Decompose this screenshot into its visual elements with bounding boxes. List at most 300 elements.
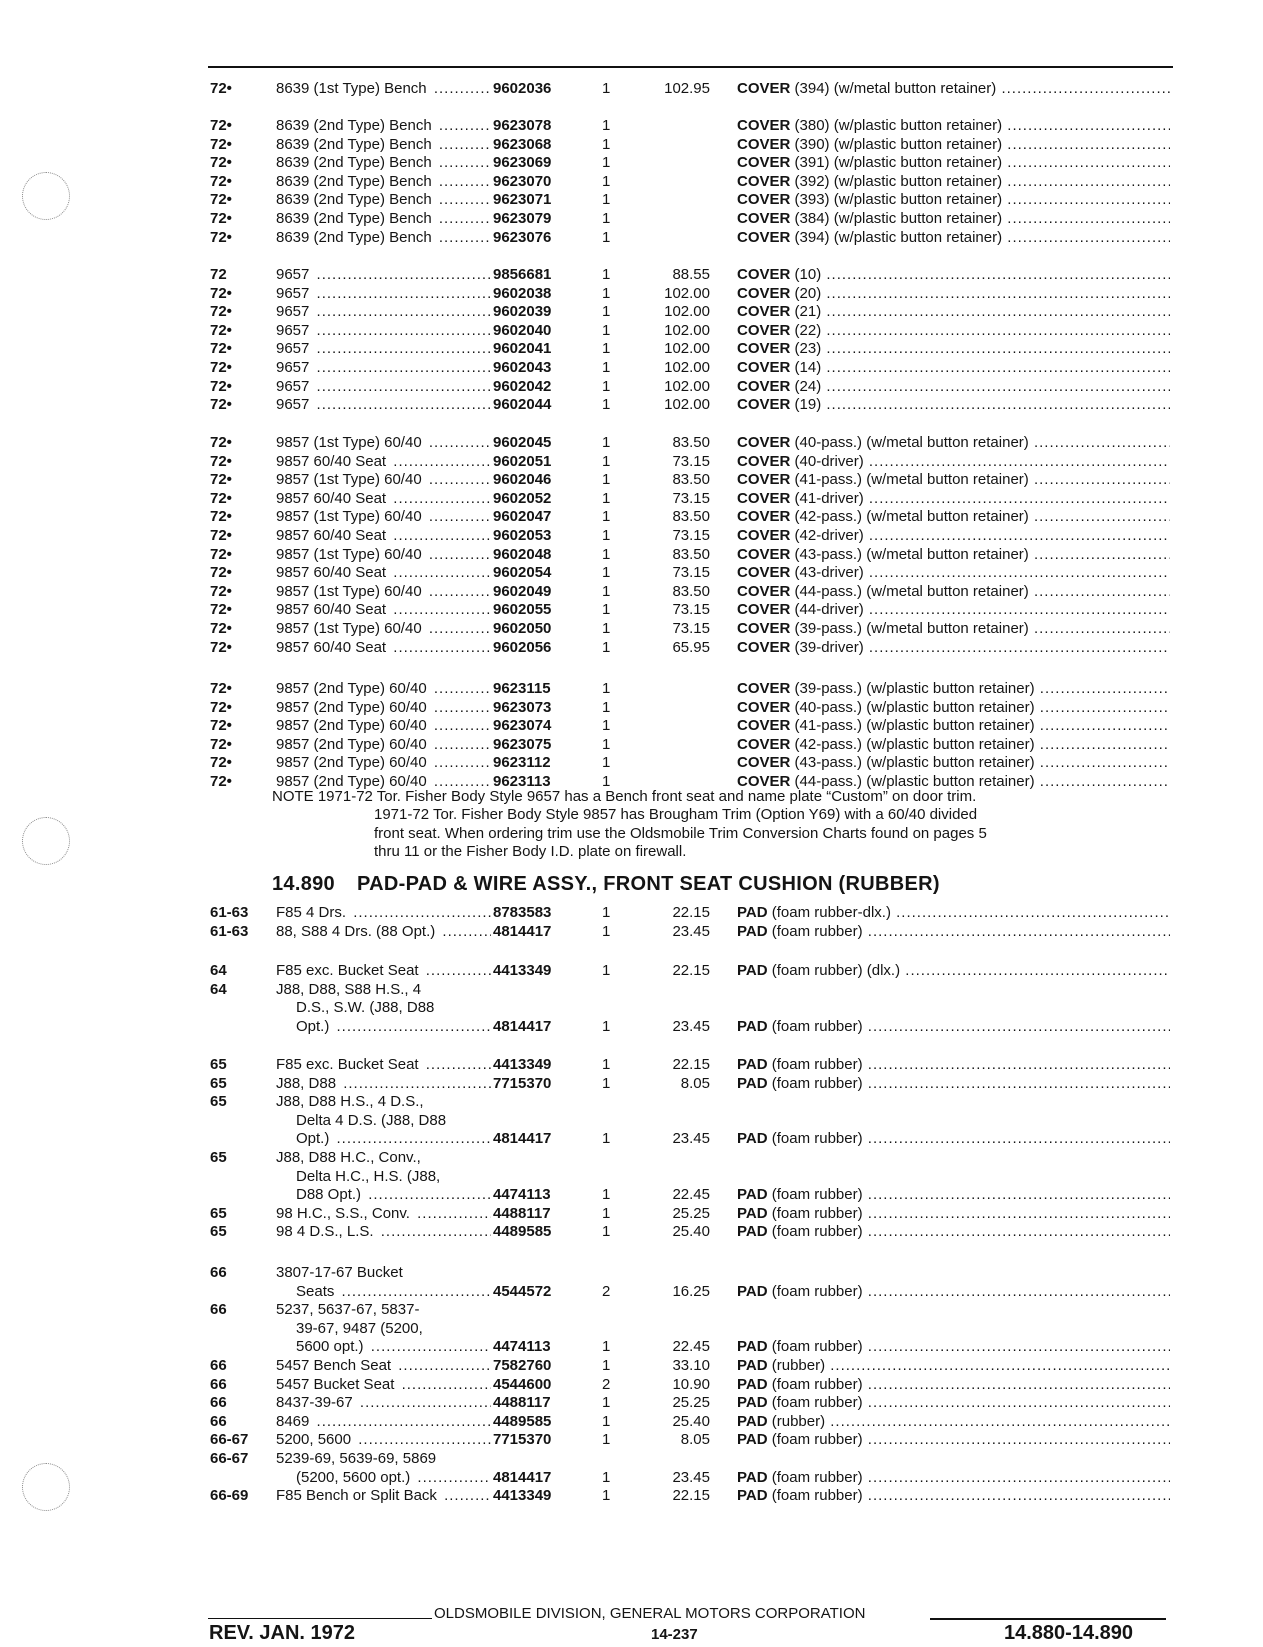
model-label: 8437-39-67 — [276, 1394, 353, 1412]
quantity: 1 — [602, 340, 611, 358]
part-number: 4413349 — [493, 1487, 552, 1505]
item-description: (41-pass.) (w/plastic button retainer) — [794, 717, 1035, 735]
model-year: 61-63 — [210, 904, 249, 921]
model-label: 9857 60/40 Seat — [276, 526, 387, 544]
item-description: (39-pass.) (w/metal button retainer) — [794, 619, 1029, 637]
description-cell — [737, 322, 1170, 341]
description-cell — [737, 564, 1170, 583]
price: 102.00 — [664, 340, 710, 358]
model-cell — [276, 285, 491, 304]
quantity: 1 — [602, 717, 611, 735]
description-cell — [737, 1469, 1170, 1488]
item-name: PAD — [737, 1186, 768, 1204]
item-description: (foam rubber) — [771, 1056, 863, 1073]
quantity: 2 — [602, 1375, 611, 1393]
table-row — [0, 322, 1263, 341]
description-cell — [737, 904, 1170, 923]
quantity: 1 — [602, 172, 611, 190]
table-row — [0, 80, 1263, 99]
model-cell — [276, 1301, 491, 1320]
price: 25.40 — [672, 1223, 710, 1241]
model-cell — [276, 453, 491, 472]
model-cell — [296, 1283, 491, 1302]
footer-section-range: 14.880-14.890 — [1004, 1622, 1134, 1644]
item-description: (10) — [794, 266, 822, 283]
description-cell — [737, 117, 1170, 136]
quantity: 1 — [602, 1468, 611, 1486]
table-row — [0, 453, 1263, 472]
model-cell — [276, 359, 491, 378]
item-description: (42-pass.) (w/plastic button retainer) — [794, 735, 1035, 753]
model-cell — [276, 434, 491, 453]
model-label: J88, D88 — [276, 1074, 337, 1092]
footer-publisher: OLDSMOBILE DIVISION, GENERAL MOTORS CORPORATION — [434, 1605, 866, 1622]
table-row — [0, 266, 1263, 285]
part-number: 7715370 — [493, 1431, 552, 1449]
section-pad-64 — [0, 962, 1263, 1036]
model-cell — [276, 1431, 491, 1450]
item-name: COVER — [737, 471, 791, 489]
item-name: PAD — [737, 1056, 768, 1073]
model-cell — [276, 1376, 491, 1395]
model-label: 9657 — [276, 303, 310, 321]
model-label: F85 Bench or Split Back — [276, 1487, 437, 1505]
model-cell — [276, 564, 491, 583]
footer-revision: REV. JAN. 1972 — [209, 1622, 356, 1644]
price: 22.15 — [672, 1056, 710, 1073]
item-name: PAD — [737, 1394, 768, 1412]
table-row — [0, 173, 1263, 192]
model-label: 8639 (2nd Type) Bench — [276, 191, 432, 209]
model-year: 66-69 — [210, 1487, 249, 1505]
description-cell — [737, 717, 1170, 736]
part-number: 9602038 — [493, 284, 552, 302]
note-block — [272, 788, 1172, 862]
item-name: COVER — [737, 303, 791, 321]
model-label: 9857 60/40 Seat — [276, 638, 387, 656]
quantity: 1 — [602, 396, 611, 414]
model-cell — [276, 378, 491, 397]
model-cell — [276, 303, 491, 322]
item-description: (391) (w/plastic button retainer) — [794, 154, 1003, 172]
part-number: 9623112 — [493, 754, 551, 772]
model-cell — [276, 1394, 491, 1413]
item-description: (44-pass.) (w/metal button retainer) — [794, 582, 1029, 600]
model-cell — [276, 1093, 491, 1112]
model-year: 66-67 — [210, 1431, 249, 1449]
description-cell — [737, 1487, 1170, 1506]
item-name: COVER — [737, 638, 791, 656]
model-label: 8639 (2nd Type) Bench — [276, 228, 432, 246]
table-row — [0, 717, 1263, 736]
table-row — [0, 229, 1263, 248]
description-cell — [737, 1130, 1170, 1149]
model-year: 64 — [210, 962, 227, 979]
description-cell — [737, 1283, 1170, 1302]
item-name: COVER — [737, 172, 791, 190]
part-number: 9602044 — [493, 396, 552, 414]
model-year: 72• — [210, 772, 232, 790]
description-cell — [737, 453, 1170, 472]
table-row — [0, 154, 1263, 173]
model-label: 9857 60/40 Seat — [276, 452, 387, 470]
table-row — [0, 1186, 1263, 1205]
item-name: COVER — [737, 154, 791, 172]
quantity: 1 — [602, 1017, 611, 1035]
description-cell — [737, 340, 1170, 359]
model-label: 8639 (2nd Type) Bench — [276, 209, 432, 227]
item-name: COVER — [737, 80, 791, 97]
model-cell — [276, 173, 491, 192]
item-name: PAD — [737, 1130, 768, 1148]
model-year: 72• — [210, 698, 232, 716]
price: 102.95 — [664, 80, 710, 97]
note-line-3: front seat. When ordering trim use the Oldsmobile Trim Conversion Charts found on pages 5 — [374, 824, 987, 842]
model-cell — [276, 1205, 491, 1224]
quantity: 1 — [602, 266, 611, 283]
model-label: 9857 (1st Type) 60/40 — [276, 619, 422, 637]
model-year: 72• — [210, 377, 232, 395]
description-cell — [737, 490, 1170, 509]
item-name: COVER — [737, 508, 791, 526]
item-name: PAD — [737, 1412, 768, 1430]
model-year: 65 — [210, 1223, 227, 1241]
item-name: COVER — [737, 284, 791, 302]
table-row — [0, 1413, 1263, 1432]
part-number: 4474113 — [493, 1338, 551, 1356]
part-number: 9602048 — [493, 545, 552, 563]
model-label: 5237, 5637-67, 5837- — [276, 1301, 420, 1319]
item-name: COVER — [737, 619, 791, 637]
part-number: 9602043 — [493, 358, 552, 376]
model-cell — [276, 490, 491, 509]
model-year: 72• — [210, 209, 232, 227]
model-cell — [276, 396, 491, 415]
model-cell — [276, 1487, 491, 1506]
description-cell — [737, 1018, 1170, 1037]
description-cell — [737, 173, 1170, 192]
item-name: COVER — [737, 772, 791, 790]
part-number: 9623079 — [493, 209, 552, 227]
model-label: 8639 (2nd Type) Bench — [276, 135, 432, 153]
quantity: 1 — [602, 1204, 611, 1222]
item-description: (40-pass.) (w/plastic button retainer) — [794, 698, 1035, 716]
model-year: 72• — [210, 358, 232, 376]
table-row — [0, 1075, 1263, 1094]
part-number: 9856681 — [493, 266, 552, 283]
item-description: (44-pass.) (w/plastic button retainer) — [794, 772, 1035, 790]
price: 73.15 — [672, 489, 710, 507]
model-label: 9857 (1st Type) 60/40 — [276, 545, 422, 563]
table-row — [0, 1376, 1263, 1395]
quantity: 1 — [602, 1074, 611, 1092]
model-cell — [276, 639, 491, 658]
price: 102.00 — [664, 358, 710, 376]
quantity: 1 — [602, 754, 611, 772]
part-number: 9602040 — [493, 321, 552, 339]
quantity: 1 — [602, 228, 611, 246]
quantity: 1 — [602, 471, 611, 489]
quantity: 1 — [602, 191, 611, 209]
model-label: 9657 — [276, 377, 310, 395]
part-number: 9623076 — [493, 228, 552, 246]
table-row — [0, 490, 1263, 509]
quantity: 1 — [602, 303, 611, 321]
item-description: (43-pass.) (w/plastic button retainer) — [794, 754, 1035, 772]
item-description: (foam rubber) — [771, 1074, 863, 1092]
price: 102.00 — [664, 284, 710, 302]
item-name: COVER — [737, 228, 791, 246]
description-cell — [737, 962, 1170, 981]
item-description: (44-driver) — [794, 601, 864, 619]
quantity: 1 — [602, 1130, 611, 1148]
description-cell — [737, 471, 1170, 490]
model-year: 72• — [210, 154, 232, 172]
section-9657 — [0, 266, 1263, 415]
table-row — [0, 340, 1263, 359]
description-cell — [737, 191, 1170, 210]
quantity: 1 — [602, 117, 611, 134]
item-description: (41-pass.) (w/metal button retainer) — [794, 471, 1029, 489]
description-cell — [737, 303, 1170, 322]
table-row — [0, 546, 1263, 565]
item-description: (foam rubber-dlx.) — [771, 904, 891, 921]
section-9857-2nd — [0, 680, 1263, 792]
item-description: (21) — [794, 303, 822, 321]
model-year: 72• — [210, 471, 232, 489]
item-name: COVER — [737, 489, 791, 507]
model-year: 72• — [210, 228, 232, 246]
price: 102.00 — [664, 377, 710, 395]
part-number: 9602050 — [493, 619, 552, 637]
item-name: COVER — [737, 340, 791, 358]
table-row — [0, 699, 1263, 718]
model-label: 9857 60/40 Seat — [276, 564, 387, 582]
quantity: 1 — [602, 1487, 611, 1505]
quantity: 1 — [602, 904, 611, 921]
quantity: 1 — [602, 1056, 611, 1073]
description-cell — [737, 754, 1170, 773]
model-year: 66 — [210, 1412, 227, 1430]
price: 73.15 — [672, 526, 710, 544]
table-row — [0, 1223, 1263, 1242]
item-name: PAD — [737, 1431, 768, 1449]
part-number: 7582760 — [493, 1356, 552, 1374]
footer-page-number: 14-237 — [651, 1626, 698, 1643]
item-name: PAD — [737, 904, 768, 921]
model-label: 9857 (2nd Type) 60/40 — [276, 754, 427, 772]
part-number: 4814417 — [493, 922, 552, 940]
item-description: (foam rubber) — [771, 1186, 863, 1204]
footer-rule-right — [930, 1618, 1166, 1620]
model-year: 72• — [210, 619, 232, 637]
item-name: COVER — [737, 396, 791, 414]
table-row — [0, 1338, 1263, 1357]
part-number: 9623071 — [493, 191, 552, 209]
item-name: COVER — [737, 754, 791, 772]
table-row — [0, 1149, 1263, 1168]
table-row — [0, 1205, 1263, 1224]
quantity: 1 — [602, 358, 611, 376]
table-row — [0, 1168, 1263, 1187]
description-cell — [737, 546, 1170, 565]
description-cell — [737, 1075, 1170, 1094]
item-description: (380) (w/plastic button retainer) — [794, 117, 1003, 134]
table-row — [0, 471, 1263, 490]
quantity: 1 — [602, 1338, 611, 1356]
item-name: COVER — [737, 191, 791, 209]
footer-rule-left — [208, 1618, 432, 1619]
model-cell — [296, 1112, 491, 1131]
section-8639-1st — [0, 80, 1263, 99]
price: 102.00 — [664, 321, 710, 339]
table-row — [0, 508, 1263, 527]
table-row — [0, 210, 1263, 229]
item-description: (20) — [794, 284, 822, 302]
description-cell — [737, 359, 1170, 378]
item-name: PAD — [737, 922, 768, 940]
model-year: 72• — [210, 284, 232, 302]
model-label: 8469 — [276, 1412, 310, 1430]
quantity: 1 — [602, 680, 611, 697]
description-cell — [737, 210, 1170, 229]
model-cell — [276, 266, 491, 285]
item-name: COVER — [737, 117, 791, 134]
item-name: PAD — [737, 1223, 768, 1241]
price: 102.00 — [664, 396, 710, 414]
table-row — [0, 359, 1263, 378]
table-row — [0, 904, 1263, 923]
model-label: Delta H.C., H.S. (J88, — [296, 1167, 441, 1185]
part-number: 9602055 — [493, 601, 552, 619]
item-description: (foam rubber) — [771, 1130, 863, 1148]
table-row — [0, 527, 1263, 546]
note-line-4: thru 11 or the Fisher Body I.D. plate on firewall. — [374, 843, 687, 861]
price: 22.15 — [672, 962, 710, 979]
item-name: COVER — [737, 717, 791, 735]
part-number: 9602042 — [493, 377, 552, 395]
model-year: 72• — [210, 638, 232, 656]
description-cell — [737, 527, 1170, 546]
price: 22.45 — [672, 1186, 710, 1204]
model-cell — [276, 601, 491, 620]
table-row — [0, 285, 1263, 304]
model-label: 9857 (2nd Type) 60/40 — [276, 698, 427, 716]
model-label: D88 Opt.) — [296, 1186, 362, 1204]
table-row — [0, 117, 1263, 136]
table-row — [0, 1093, 1263, 1112]
table-row — [0, 303, 1263, 322]
item-description: (394) (w/metal button retainer) — [794, 80, 997, 97]
model-cell — [276, 117, 491, 136]
description-cell — [737, 620, 1170, 639]
model-year: 66 — [210, 1301, 227, 1319]
item-name: PAD — [737, 1017, 768, 1035]
description-cell — [737, 266, 1170, 285]
price: 73.15 — [672, 564, 710, 582]
section-9857-1st — [0, 434, 1263, 657]
item-name: PAD — [737, 1487, 768, 1505]
model-year: 72• — [210, 434, 232, 451]
model-year: 72• — [210, 545, 232, 563]
part-number: 9602049 — [493, 582, 552, 600]
model-label: 5239-69, 5639-69, 5869 — [276, 1449, 437, 1467]
description-cell — [737, 583, 1170, 602]
quantity: 1 — [602, 1412, 611, 1430]
quantity: 1 — [602, 922, 611, 940]
model-cell — [296, 1338, 491, 1357]
part-number: 9602053 — [493, 526, 552, 544]
part-number: 4474113 — [493, 1186, 551, 1204]
quantity: 1 — [602, 638, 611, 656]
model-label: F85 exc. Bucket Seat — [276, 962, 419, 979]
description-cell — [737, 1338, 1170, 1357]
model-year: 72• — [210, 754, 232, 772]
price: 8.05 — [680, 1431, 710, 1449]
price: 25.25 — [672, 1204, 710, 1222]
item-description: (39-pass.) (w/plastic button retainer) — [794, 680, 1035, 697]
item-name: COVER — [737, 526, 791, 544]
model-label: 5600 opt.) — [296, 1338, 364, 1356]
model-cell — [276, 1223, 491, 1242]
model-label: 9657 — [276, 340, 310, 358]
model-year: 66 — [210, 1375, 227, 1393]
table-row — [0, 434, 1263, 453]
quantity: 1 — [602, 1431, 611, 1449]
part-number: 4544572 — [493, 1282, 552, 1300]
item-name: PAD — [737, 1074, 768, 1092]
model-label: D.S., S.W. (J88, D88 — [296, 999, 435, 1017]
part-number: 4489585 — [493, 1412, 552, 1430]
item-description: (39-driver) — [794, 638, 864, 656]
description-cell — [737, 1357, 1170, 1376]
model-cell — [276, 620, 491, 639]
table-row — [0, 1450, 1263, 1469]
model-label: 9857 (1st Type) 60/40 — [276, 471, 422, 489]
description-cell — [737, 136, 1170, 155]
item-name: PAD — [737, 1356, 768, 1374]
quantity: 1 — [602, 601, 611, 619]
model-year: 72• — [210, 489, 232, 507]
model-year: 72• — [210, 172, 232, 190]
table-row — [0, 1130, 1263, 1149]
price: 22.15 — [672, 1487, 710, 1505]
section-heading — [272, 873, 940, 896]
part-number: 4814417 — [493, 1130, 552, 1148]
price: 16.25 — [672, 1282, 710, 1300]
model-cell — [276, 680, 491, 699]
model-year: 72• — [210, 452, 232, 470]
item-description: (392) (w/plastic button retainer) — [794, 172, 1003, 190]
table-row — [0, 962, 1263, 981]
model-cell — [276, 1450, 491, 1469]
table-row — [0, 981, 1263, 1000]
model-cell — [276, 508, 491, 527]
item-name: PAD — [737, 1375, 768, 1393]
part-number: 4413349 — [493, 1056, 552, 1073]
price: 22.15 — [672, 904, 710, 921]
model-label: F85 4 Drs. — [276, 904, 347, 921]
model-cell — [276, 583, 491, 602]
model-label: 9657 — [276, 358, 310, 376]
model-label: J88, D88 H.C., Conv., — [276, 1148, 421, 1166]
model-label: 5457 Bucket Seat — [276, 1375, 395, 1393]
price: 23.45 — [672, 1130, 710, 1148]
model-year: 72• — [210, 601, 232, 619]
item-description: (43-driver) — [794, 564, 864, 582]
item-description: (43-pass.) (w/metal button retainer) — [794, 545, 1029, 563]
description-cell — [737, 396, 1170, 415]
